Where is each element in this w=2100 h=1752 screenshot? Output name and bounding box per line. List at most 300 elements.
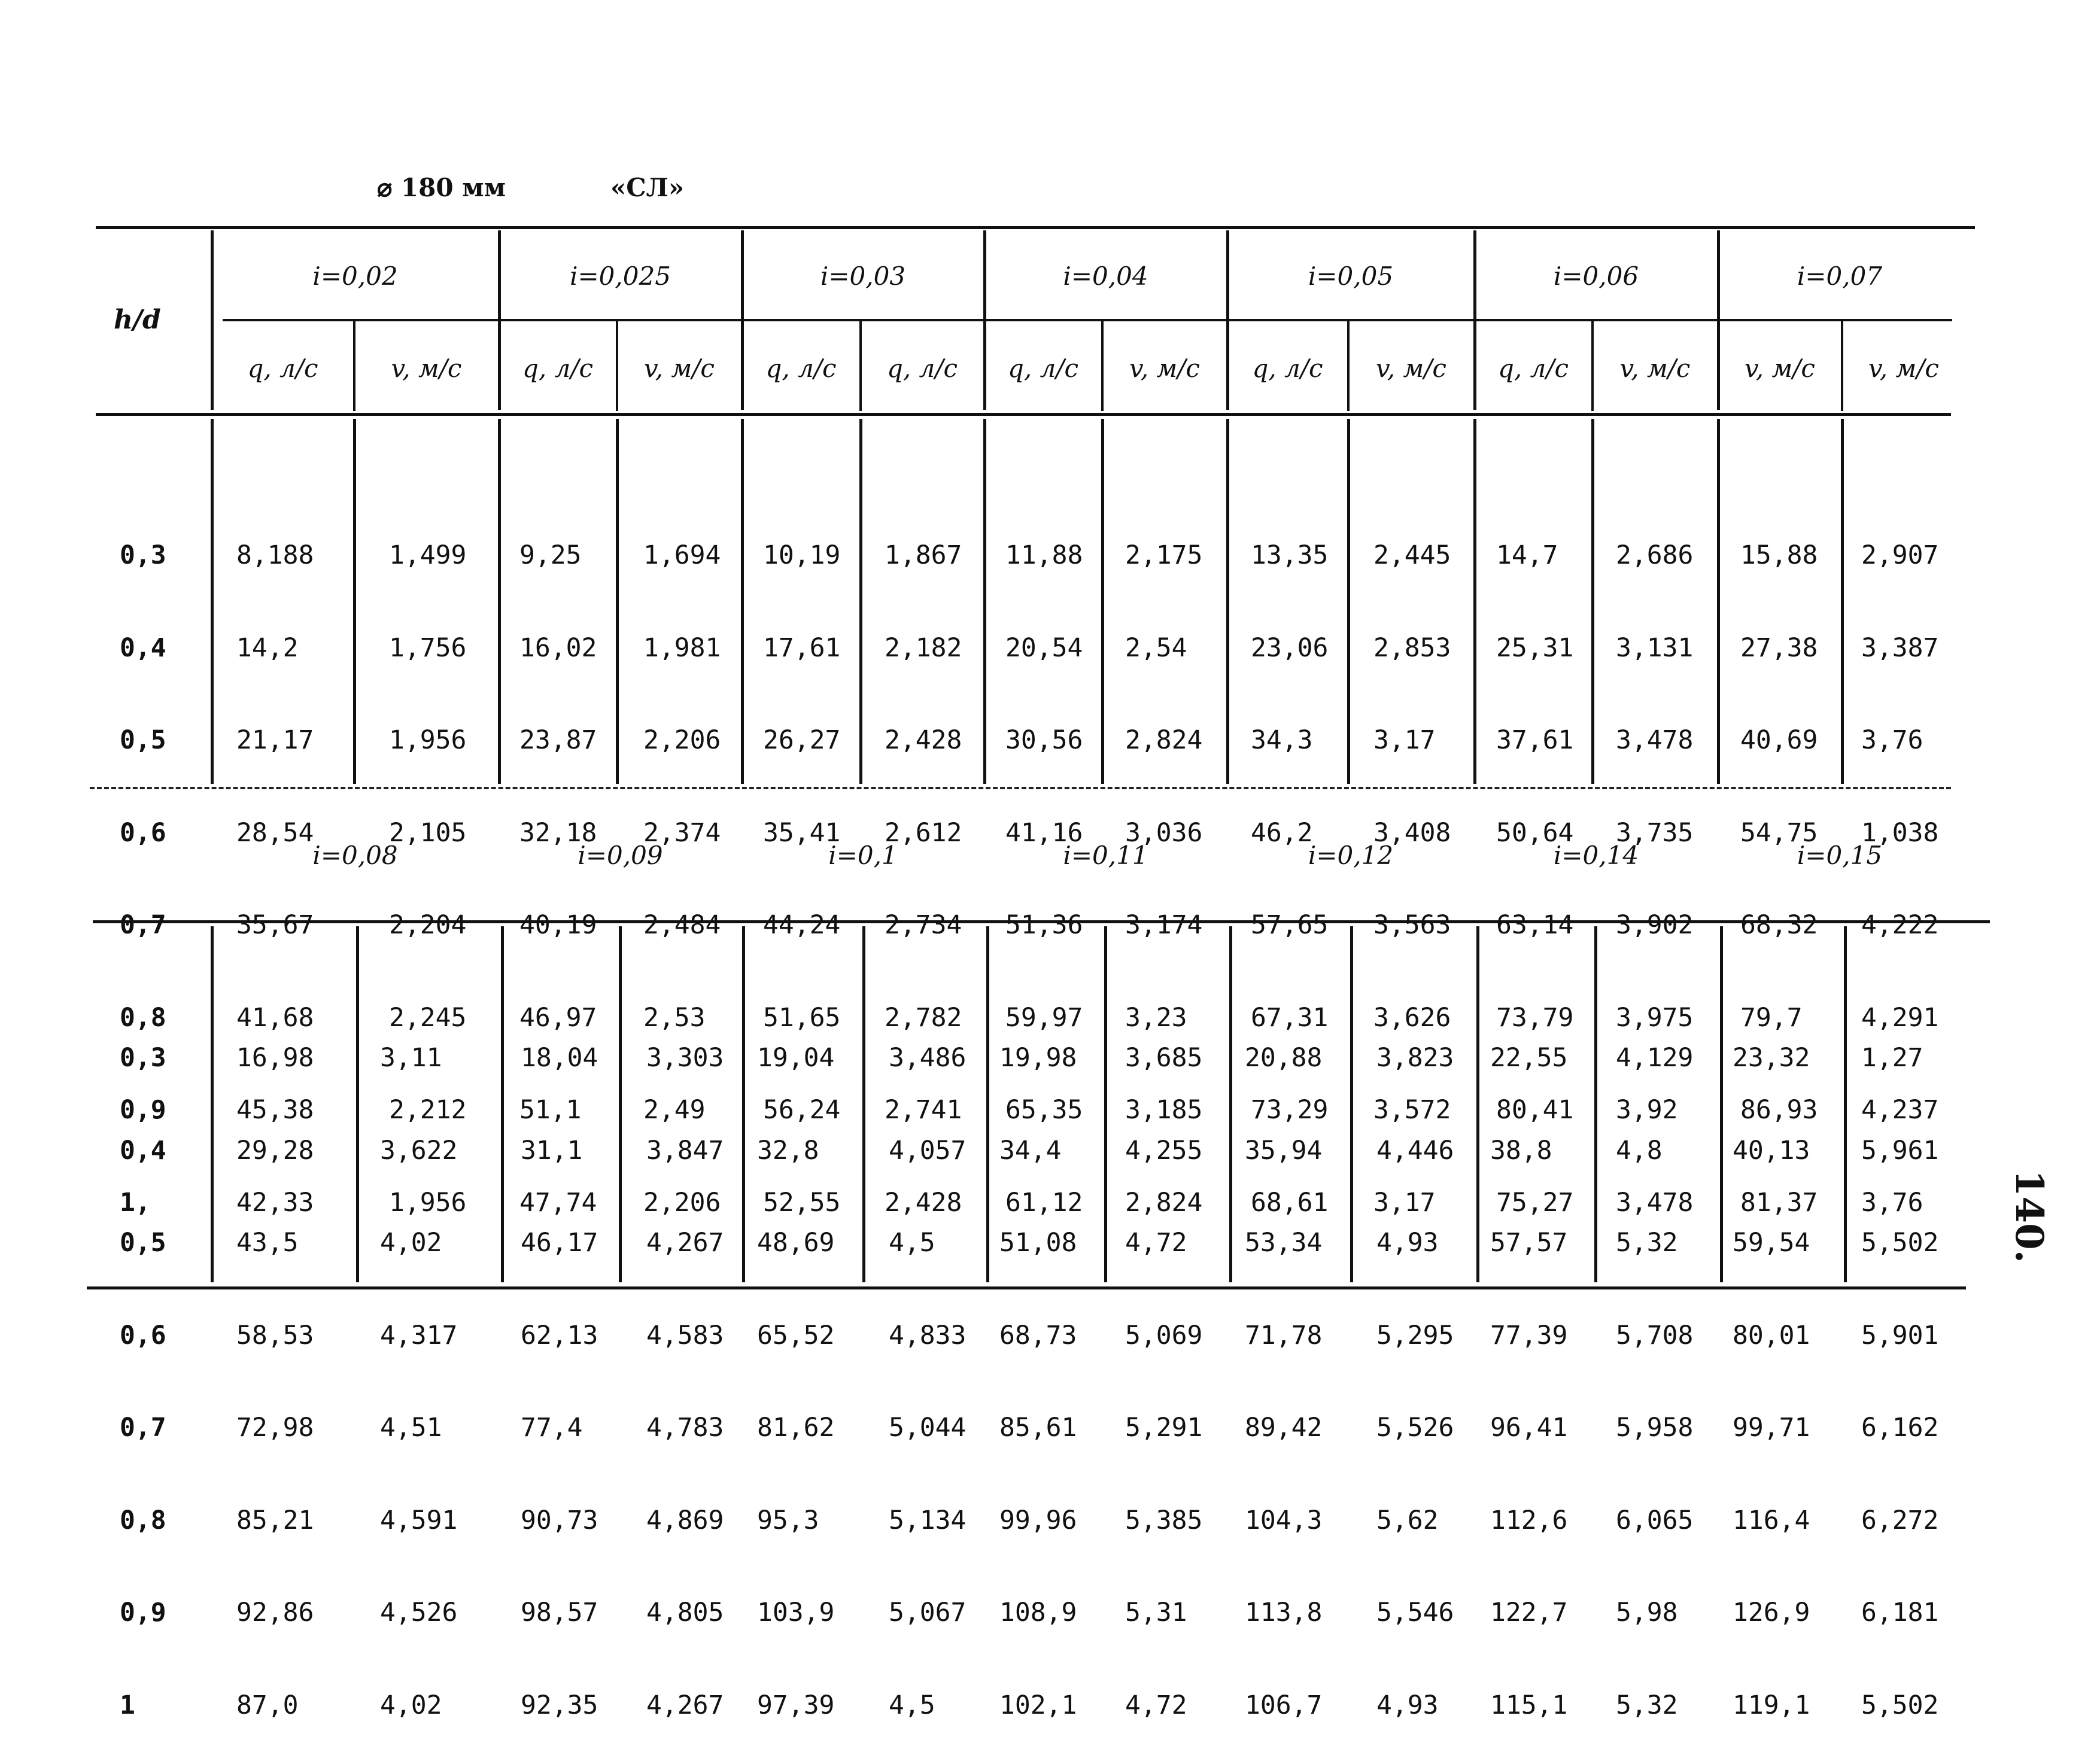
data-cell: 38,8 (1490, 1135, 1552, 1166)
table1-vline (1473, 419, 1476, 784)
data-cell: 6,162 (1861, 1413, 1939, 1443)
data-cell: 5,31 (1125, 1598, 1187, 1628)
data-cell: 92,35 (521, 1690, 598, 1720)
data-cell: 5,62 (1376, 1505, 1439, 1535)
table1-header-bottom-rule (96, 413, 1951, 416)
data-cell: 2,686 (1616, 540, 1694, 570)
group-header: i=0,07 (1797, 261, 1883, 291)
data-cell: 23,87 (519, 725, 597, 755)
data-cell: 4,222 (1861, 910, 1939, 940)
group-header: i=0,025 (570, 261, 671, 291)
data-cell: 2,428 (885, 725, 962, 755)
table1-vline (1101, 419, 1104, 784)
data-cell: 32,8 (757, 1135, 819, 1166)
data-cell: 26,27 (763, 725, 841, 755)
data-cell: 4,5 (889, 1690, 935, 1720)
data-cell: 5,502 (1861, 1690, 1939, 1720)
table2-vline (862, 926, 865, 1282)
data-cell: 31,1 (521, 1135, 583, 1166)
data-cell: 3,303 (646, 1043, 724, 1073)
column-subheader: v, м/с (391, 354, 462, 383)
column-subheader: v, м/с (1619, 354, 1691, 383)
data-cell: 3,131 (1616, 632, 1694, 663)
column-subheader: q, л/с (1007, 354, 1078, 383)
data-column (1376, 981, 1454, 1752)
data-cell: 81,62 (757, 1413, 835, 1443)
data-cell: 53,34 (1245, 1228, 1323, 1258)
data-cell: 2,853 (1373, 632, 1451, 663)
data-cell: 122,7 (1490, 1598, 1568, 1628)
table1-vline (498, 419, 501, 784)
data-cell: 98,57 (521, 1598, 598, 1628)
data-cell: 79,7 (1740, 1002, 1803, 1033)
data-cell: 77,39 (1490, 1320, 1568, 1350)
data-cell: 2,741 (885, 1095, 962, 1125)
data-cell: 2,49 (643, 1095, 706, 1125)
data-cell: 35,94 (1245, 1135, 1323, 1166)
data-cell: 5,32 (1616, 1690, 1678, 1720)
data-cell: 67,31 (1251, 1002, 1329, 1033)
data-cell: 1,867 (885, 540, 962, 570)
table1-vline (1841, 321, 1843, 411)
data-cell: 2,428 (885, 1187, 962, 1218)
table1-vline (1717, 419, 1720, 784)
data-cell: 4,267 (646, 1690, 724, 1720)
data-cell: 2,245 (389, 1002, 467, 1033)
data-cell: 95,3 (757, 1505, 819, 1535)
data-cell: 2,212 (389, 1095, 467, 1125)
data-column (1733, 981, 1810, 1752)
group-header: i=0,02 (312, 261, 398, 291)
data-cell: 2,445 (1373, 540, 1451, 570)
data-cell: 86,93 (1740, 1095, 1818, 1125)
table1-vline (1841, 419, 1844, 784)
data-cell: 48,69 (757, 1228, 835, 1258)
data-cell: 115,1 (1490, 1690, 1568, 1720)
data-cell: 3,486 (889, 1043, 967, 1073)
table2-top-rule (93, 920, 1990, 923)
data-cell: 57,65 (1251, 910, 1329, 940)
data-cell: 102,1 (999, 1690, 1077, 1720)
group-header: i=0,04 (1063, 261, 1148, 291)
data-cell: 41,16 (1005, 817, 1083, 848)
data-cell: 3,23 (1125, 1002, 1187, 1033)
data-cell: 34,3 (1251, 725, 1313, 755)
data-cell: 71,78 (1245, 1320, 1323, 1350)
data-cell: 68,32 (1740, 910, 1818, 940)
data-cell: 73,79 (1496, 1002, 1574, 1033)
table1-vline (1591, 321, 1594, 411)
table1-vline (616, 321, 618, 411)
data-cell: 46,2 (1251, 817, 1313, 848)
table1-vline (983, 419, 986, 784)
diameter-caption: ⌀ 180 мм (377, 173, 506, 202)
data-column (236, 981, 314, 1752)
table1-vline (616, 419, 619, 784)
table2-vline (1350, 926, 1353, 1282)
data-cell: 4,291 (1861, 1002, 1939, 1033)
data-cell: 5,069 (1125, 1320, 1203, 1350)
data-cell: 4,72 (1125, 1228, 1187, 1258)
data-cell: 4,526 (380, 1598, 458, 1628)
row-label: 1, (120, 1187, 151, 1218)
data-cell: 4,8 (1616, 1135, 1663, 1166)
data-column (757, 981, 834, 1752)
data-cell: 46,97 (519, 1002, 597, 1033)
table1-vline (353, 419, 356, 784)
table2-vline (1229, 926, 1232, 1282)
table2-vline (356, 926, 359, 1282)
row-label: 0,9 (120, 1598, 166, 1628)
data-cell: 2,206 (643, 725, 721, 755)
row-label: 0,9 (120, 1095, 166, 1125)
data-cell: 4,805 (646, 1598, 724, 1628)
table1-vline (1101, 321, 1104, 411)
data-cell: 20,88 (1245, 1043, 1323, 1073)
data-cell: 11,88 (1005, 540, 1083, 570)
data-cell: 3,823 (1376, 1043, 1454, 1073)
data-cell: 75,27 (1496, 1187, 1574, 1218)
column-subheader: q, л/с (1497, 354, 1569, 383)
table2-vline (501, 926, 504, 1282)
data-cell: 119,1 (1733, 1690, 1810, 1720)
data-cell: 29,28 (236, 1135, 314, 1166)
data-cell: 32,18 (519, 817, 597, 848)
data-cell: 2,53 (643, 1002, 706, 1033)
table1-vline (1347, 419, 1350, 784)
table1-vline (211, 419, 214, 784)
data-cell: 3,975 (1616, 1002, 1694, 1033)
data-cell: 30,56 (1005, 725, 1083, 755)
column-subheader: v, м/с (1376, 354, 1446, 383)
data-cell: 80,41 (1496, 1095, 1574, 1125)
data-cell: 77,4 (521, 1413, 583, 1443)
table2-vline (1104, 926, 1107, 1282)
data-cell: 6,272 (1861, 1505, 1939, 1535)
data-cell: 4,02 (380, 1690, 442, 1720)
data-column (1125, 981, 1202, 1752)
group-header: i=0,03 (820, 261, 906, 291)
data-cell: 1,956 (389, 1187, 467, 1218)
data-cell: 5,708 (1616, 1320, 1694, 1350)
data-cell: 126,9 (1733, 1598, 1810, 1628)
table1-vline (1226, 419, 1229, 784)
data-cell: 87,0 (236, 1690, 299, 1720)
data-cell: 3,572 (1373, 1095, 1451, 1125)
data-cell: 3,17 (1373, 725, 1436, 755)
group-header: i=0,09 (578, 841, 663, 870)
table1-group-rule (223, 319, 1952, 321)
table1-vline (859, 419, 862, 784)
row-label: 0,5 (120, 1228, 166, 1258)
group-header: i=0,1 (828, 841, 898, 870)
data-cell: 4,783 (646, 1413, 724, 1443)
data-cell: 61,12 (1005, 1187, 1083, 1218)
data-cell: 13,35 (1251, 540, 1329, 570)
table1-vline (859, 321, 862, 411)
data-cell: 46,17 (521, 1228, 598, 1258)
data-cell: 3,478 (1616, 725, 1694, 755)
column-subheader: v, м/с (1129, 354, 1200, 383)
column-subheader: v, м/с (644, 354, 715, 383)
data-cell: 4,237 (1861, 1095, 1939, 1125)
data-cell: 1,756 (389, 632, 467, 663)
data-cell: 56,24 (763, 1095, 841, 1125)
data-cell: 2,907 (1861, 540, 1939, 570)
table2-vline (619, 926, 622, 1282)
data-cell: 2,484 (643, 910, 721, 940)
data-cell: 4,869 (646, 1505, 724, 1535)
data-cell: 65,35 (1005, 1095, 1083, 1125)
data-cell: 4,317 (380, 1320, 458, 1350)
data-cell: 72,98 (236, 1413, 314, 1443)
data-cell: 4,057 (889, 1135, 967, 1166)
data-cell: 59,54 (1733, 1228, 1810, 1258)
data-cell: 25,31 (1496, 632, 1574, 663)
data-cell: 42,33 (236, 1187, 314, 1218)
data-cell: 21,17 (236, 725, 314, 755)
data-cell: 2,182 (885, 632, 962, 663)
data-cell: 5,044 (889, 1413, 967, 1443)
group-header: i=0,08 (312, 841, 398, 870)
page-number: 140. (2007, 1170, 2052, 1263)
data-cell: 22,55 (1490, 1043, 1568, 1073)
data-cell: 4,583 (646, 1320, 724, 1350)
data-cell: 2,206 (643, 1187, 721, 1218)
data-cell: 34,4 (999, 1135, 1062, 1166)
data-cell: 19,04 (757, 1043, 835, 1073)
data-column (646, 981, 724, 1752)
table1-vline (353, 321, 355, 411)
data-cell: 4,129 (1616, 1043, 1694, 1073)
data-cell: 4,51 (380, 1413, 442, 1443)
data-cell: 35,67 (236, 910, 314, 940)
data-column (889, 981, 966, 1752)
data-cell: 62,13 (521, 1320, 598, 1350)
data-cell: 3,76 (1861, 725, 1923, 755)
group-header: i=0,05 (1308, 261, 1394, 291)
column-subheader: v, м/с (1745, 354, 1815, 383)
data-cell: 51,65 (763, 1002, 841, 1033)
data-cell: 10,19 (763, 540, 841, 570)
row-label: 0,3 (120, 1043, 166, 1073)
data-cell: 5,134 (889, 1505, 967, 1535)
data-column (521, 981, 598, 1752)
table2-vline (211, 926, 214, 1282)
table1-vline (741, 419, 744, 784)
row-label: 0,6 (120, 817, 166, 848)
group-header: i=0,12 (1308, 841, 1394, 870)
data-cell: 3,735 (1616, 817, 1694, 848)
data-cell: 2,374 (643, 817, 721, 848)
data-cell: 1,956 (389, 725, 467, 755)
data-cell: 3,685 (1125, 1043, 1203, 1073)
row-label: 0,7 (120, 910, 166, 940)
data-cell: 3,036 (1125, 817, 1203, 848)
data-cell: 3,626 (1373, 1002, 1451, 1033)
data-column (1616, 981, 1693, 1752)
data-cell: 1,981 (643, 632, 721, 663)
data-cell: 5,502 (1861, 1228, 1939, 1258)
data-cell: 20,54 (1005, 632, 1083, 663)
column-subheader: q, л/с (522, 354, 593, 383)
data-cell: 3,11 (380, 1043, 442, 1073)
data-cell: 19,98 (999, 1043, 1077, 1073)
data-cell: 5,295 (1376, 1320, 1454, 1350)
column-subheader: q, л/с (247, 354, 318, 383)
data-cell: 4,446 (1376, 1135, 1454, 1166)
table2-vline (1844, 926, 1847, 1282)
group-header: i=0,06 (1553, 261, 1639, 291)
data-cell: 99,96 (999, 1505, 1077, 1535)
row-label: 0,6 (120, 1320, 166, 1350)
data-cell: 5,961 (1861, 1135, 1939, 1166)
data-cell: 4,833 (889, 1320, 967, 1350)
data-cell: 15,88 (1740, 540, 1818, 570)
data-cell: 8,188 (236, 540, 314, 570)
data-cell: 40,19 (519, 910, 597, 940)
data-cell: 5,067 (889, 1598, 967, 1628)
data-cell: 96,41 (1490, 1413, 1568, 1443)
data-cell: 99,71 (1733, 1413, 1810, 1443)
data-cell: 14,7 (1496, 540, 1558, 570)
data-cell: 1,038 (1861, 817, 1939, 848)
data-cell: 80,01 (1733, 1320, 1810, 1350)
data-column (380, 981, 457, 1752)
data-cell: 104,3 (1245, 1505, 1323, 1535)
data-cell: 3,185 (1125, 1095, 1203, 1125)
data-cell: 1,694 (643, 540, 721, 570)
data-cell: 40,13 (1733, 1135, 1810, 1166)
data-cell: 14,2 (236, 632, 299, 663)
data-cell: 2,204 (389, 910, 467, 940)
data-cell: 2,824 (1125, 725, 1203, 755)
table1-vline (1347, 321, 1350, 411)
data-cell: 23,32 (1733, 1043, 1810, 1073)
data-cell: 4,267 (646, 1228, 724, 1258)
data-cell: 3,17 (1373, 1187, 1436, 1218)
data-cell: 45,38 (236, 1095, 314, 1125)
data-cell: 23,06 (1251, 632, 1329, 663)
data-cell: 4,255 (1125, 1135, 1203, 1166)
data-cell: 3,478 (1616, 1187, 1694, 1218)
data-cell: 4,93 (1376, 1690, 1439, 1720)
table1-top-rule (96, 226, 1975, 229)
data-cell: 3,902 (1616, 910, 1694, 940)
data-cell: 37,61 (1496, 725, 1574, 755)
row-label: 0,3 (120, 540, 166, 570)
data-cell: 9,25 (519, 540, 582, 570)
data-cell: 52,55 (763, 1187, 841, 1218)
data-cell: 3,563 (1373, 910, 1451, 940)
table2-vline (1594, 926, 1597, 1282)
data-cell: 5,901 (1861, 1320, 1939, 1350)
row-label: 0,5 (120, 725, 166, 755)
row-label: 0,7 (120, 1413, 166, 1443)
data-cell: 81,37 (1740, 1187, 1818, 1218)
table2-vline (742, 926, 745, 1282)
data-cell: 68,61 (1251, 1187, 1329, 1218)
data-cell: 3,622 (380, 1135, 458, 1166)
row-labels (120, 981, 166, 1752)
data-cell: 1,27 (1861, 1043, 1923, 1073)
row-label: 0,4 (120, 1135, 166, 1166)
data-cell: 5,32 (1616, 1228, 1678, 1258)
data-cell: 35,41 (763, 817, 841, 848)
series-caption: «СЛ» (610, 173, 685, 202)
data-cell: 116,4 (1733, 1505, 1810, 1535)
data-cell: 5,98 (1616, 1598, 1678, 1628)
data-cell: 5,546 (1376, 1598, 1454, 1628)
data-cell: 63,14 (1496, 910, 1574, 940)
row-label: 0,4 (120, 632, 166, 663)
data-cell: 3,174 (1125, 910, 1203, 940)
data-cell: 6,065 (1616, 1505, 1694, 1535)
data-cell: 85,61 (999, 1413, 1077, 1443)
data-cell: 16,02 (519, 632, 597, 663)
data-cell: 51,08 (999, 1228, 1077, 1258)
group-header: i=0,14 (1553, 841, 1639, 870)
data-cell: 3,76 (1861, 1187, 1923, 1218)
data-column (1245, 981, 1322, 1752)
data-column (1490, 981, 1567, 1752)
data-cell: 103,9 (757, 1598, 835, 1628)
data-cell: 106,7 (1245, 1690, 1323, 1720)
data-cell: 50,64 (1496, 817, 1574, 848)
data-cell: 47,74 (519, 1187, 597, 1218)
data-cell: 1,499 (389, 540, 467, 570)
table2-vline (1476, 926, 1479, 1282)
data-cell: 3,387 (1861, 632, 1939, 663)
data-cell: 6,181 (1861, 1598, 1939, 1628)
table2-vline (986, 926, 989, 1282)
column-subheader: q, л/с (765, 354, 837, 383)
data-cell: 65,52 (757, 1320, 835, 1350)
data-cell: 4,02 (380, 1228, 442, 1258)
data-cell: 5,526 (1376, 1413, 1454, 1443)
data-cell: 2,105 (389, 817, 467, 848)
data-cell: 43,5 (236, 1228, 299, 1258)
data-cell: 2,734 (885, 910, 962, 940)
data-cell: 2,824 (1125, 1187, 1203, 1218)
data-cell: 2,54 (1125, 632, 1187, 663)
data-cell: 27,38 (1740, 632, 1818, 663)
data-cell: 41,68 (236, 1002, 314, 1033)
data-cell: 51,1 (519, 1095, 582, 1125)
data-cell: 68,73 (999, 1320, 1077, 1350)
data-cell: 3,847 (646, 1135, 724, 1166)
data-cell: 51,36 (1005, 910, 1083, 940)
data-cell: 92,86 (236, 1598, 314, 1628)
data-cell: 2,612 (885, 817, 962, 848)
data-cell: 28,54 (236, 817, 314, 848)
row-label: 0,8 (120, 1002, 166, 1033)
group-header: i=0,15 (1797, 841, 1883, 870)
data-cell: 97,39 (757, 1690, 835, 1720)
column-subheader: v, м/с (1868, 354, 1939, 383)
row-label: 1 (120, 1690, 135, 1720)
data-cell: 5,385 (1125, 1505, 1203, 1535)
data-cell: 57,57 (1490, 1228, 1568, 1258)
column-subheader: q, л/с (886, 354, 958, 383)
data-column (999, 981, 1077, 1752)
data-cell: 112,6 (1490, 1505, 1568, 1535)
data-cell: 59,97 (1005, 1002, 1083, 1033)
data-cell: 3,92 (1616, 1095, 1678, 1125)
data-cell: 4,591 (380, 1505, 458, 1535)
data-cell: 18,04 (521, 1043, 598, 1073)
table1-vline (1591, 419, 1594, 784)
